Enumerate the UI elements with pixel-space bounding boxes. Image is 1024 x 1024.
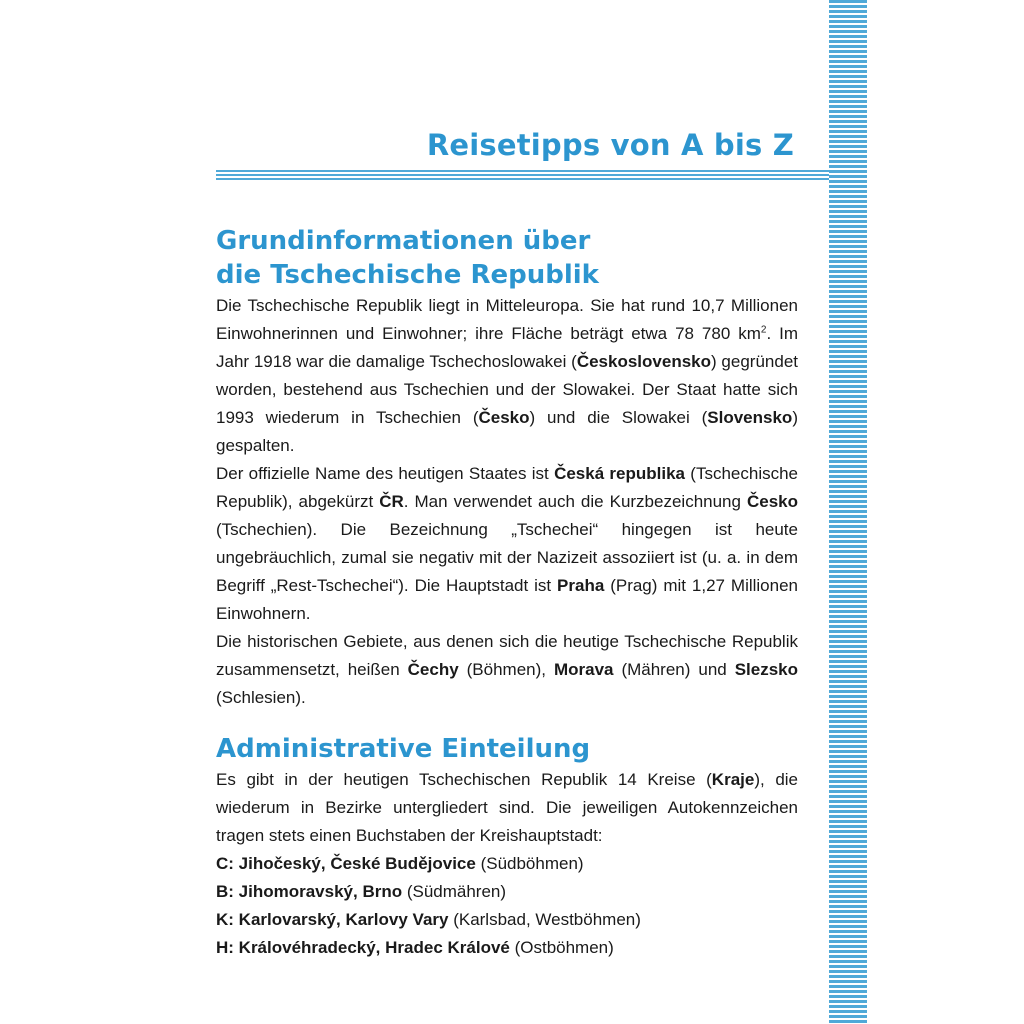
text-run: ) und die Slowakei ( — [529, 408, 708, 427]
section-heading-line1: Grundinformationen über — [216, 226, 591, 256]
section-heading: Administrative Einteilung — [216, 734, 591, 764]
plate-region: K: Karlovarský, Karlovy Vary — [216, 910, 449, 929]
bold-term: Česká republika — [554, 464, 686, 483]
paragraph-official-name — [216, 460, 798, 628]
bold-term: Čechy — [407, 660, 459, 679]
text-run: (Böhmen), — [458, 660, 554, 679]
bold-term: Slovensko — [707, 408, 793, 427]
text-run: Die Tschechische Republik liegt in Mitteleuropa. Sie hat rund 10,7 Millionen Einwohnerinnen und Einwohner; ihre Fläche beträgt etwa 78 780 km — [216, 296, 798, 343]
list-item — [216, 878, 798, 906]
page-content — [216, 224, 798, 962]
bold-term: Slezsko — [734, 660, 798, 679]
plate-region: B: Jihomoravský, Brno — [216, 882, 403, 901]
text-run: ) gegründet worden, bestehend aus Tschechien und der Slowakei. Der Staat hatte sich 1993 wiederum in Tschechien ( — [216, 352, 798, 427]
bold-term: ČR — [379, 492, 404, 511]
text-run: . Im Jahr 1918 war die damalige Tschechoslowakei ( — [216, 324, 798, 371]
bold-term: Československo — [576, 352, 712, 371]
decorative-stripe-band — [829, 0, 867, 1024]
license-plate-list — [216, 850, 798, 962]
text-run: Die historischen Gebiete, aus denen sich die heutige Tschechische Republik zusammensetzt, heißen — [216, 632, 798, 679]
plate-region: C: Jihočeský, České Budějovice — [216, 854, 476, 873]
text-run: (Prag) mit 1,27 Millionen Einwohnern. — [216, 576, 798, 623]
superscript: 2 — [760, 324, 767, 336]
text-run: ), die wiederum in Bezirke untergliedert sind. Die jeweiligen Autokennzeichen tragen stets einen Buchstaben der Kreishauptstadt: — [216, 770, 798, 845]
list-item — [216, 934, 798, 962]
bold-term: Praha — [557, 576, 605, 595]
header-rule — [216, 170, 829, 182]
text-run: Es gibt in der heutigen Tschechischen Republik 14 Kreise ( — [216, 770, 712, 789]
plate-region-note: (Ostböhmen) — [509, 938, 614, 957]
list-item — [216, 850, 798, 878]
bold-term: Morava — [553, 660, 614, 679]
paragraph-overview — [216, 292, 798, 460]
section-grundinformationen — [216, 224, 798, 712]
text-run: . Man verwendet auch die Kurzbezeichnung — [403, 492, 747, 511]
paragraph-regions — [216, 766, 798, 850]
bold-term: Kraje — [711, 770, 755, 789]
text-run: (Tschechien). Die Bezeichnung „Tschechei“ hingegen ist heute ungebräuchlich, zumal sie negativ mit der Nazizeit assoziiert ist (u. a. in dem Begriff „Rest-Tschechei“). Die Hauptstadt ist — [216, 520, 798, 595]
text-run: (Mähren) und — [613, 660, 735, 679]
text-run: Der offizielle Name des heutigen Staates ist — [216, 464, 555, 483]
section-administrative — [216, 732, 798, 962]
bold-term: Česko — [478, 408, 530, 427]
text-run: (Schlesien). — [216, 688, 306, 707]
section-heading-line2: die Tschechische Republik — [216, 260, 599, 290]
list-item — [216, 906, 798, 934]
text-run: (Tschechische Republik), abgekürzt — [216, 464, 799, 511]
text-run: ) gespalten. — [216, 408, 798, 455]
paragraph-historical-regions — [216, 628, 798, 712]
plate-region-note: (Südmähren) — [402, 882, 507, 901]
section-heading — [216, 224, 798, 292]
plate-region-note: (Karlsbad, Westböhmen) — [448, 910, 641, 929]
plate-region-note: (Südböhmen) — [475, 854, 584, 873]
plate-region: H: Královéhradecký, Hradec Králové — [216, 938, 510, 957]
bold-term: Česko — [746, 492, 799, 511]
page-header-title: Reisetipps von A bis Z — [426, 128, 794, 162]
